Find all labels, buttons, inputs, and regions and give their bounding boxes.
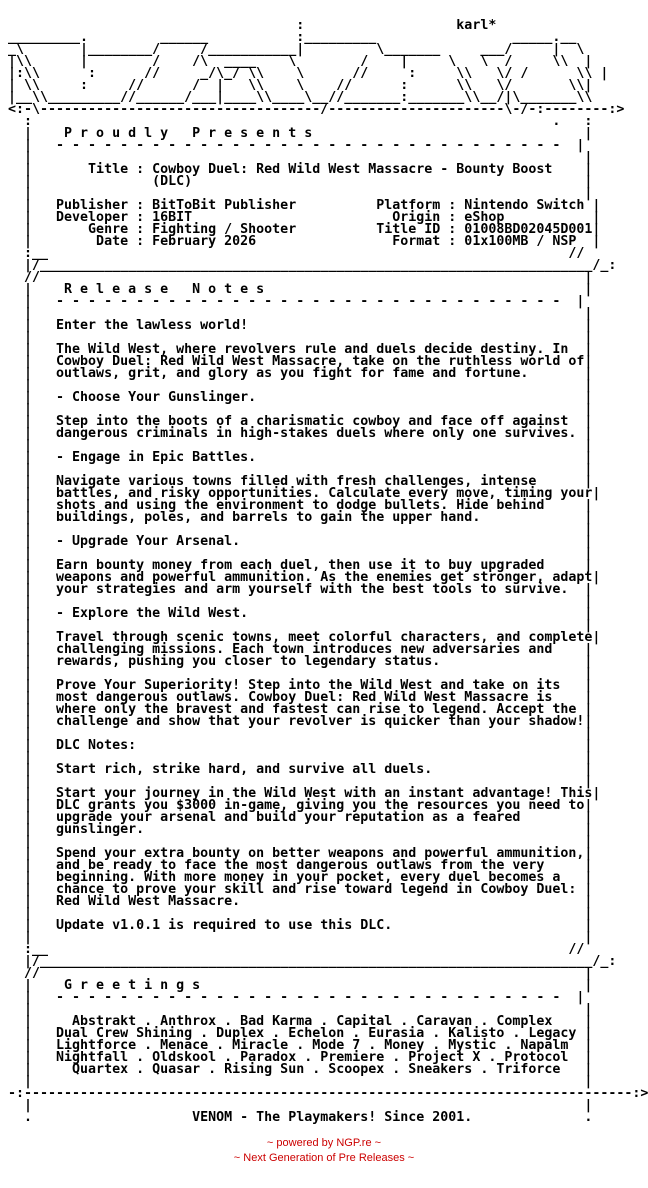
- nfo-line: | Step into the boots of a charismatic cowboy and face off against |: [8, 414, 617, 429]
- nfo-line: | - Explore the Wild West. |: [8, 606, 617, 621]
- nfo-line: | |: [8, 186, 617, 201]
- nfo-line: |/_____________________________________________________________________/_:: [8, 954, 633, 969]
- nfo-line: | Earn bounty money from each duel, then use it to buy upgraded |: [8, 558, 617, 573]
- nfo-line: | Lightforce . Menace . Miracle . Mode 7 . Money . Mystic . Napalm |: [8, 1038, 617, 1053]
- nfo-line: | |: [8, 666, 617, 681]
- nfo-line: : . :: [8, 114, 617, 129]
- nfo-line: | |: [8, 306, 617, 321]
- nfo-line: | buildings, poles, and barrels to gain the upper hand. |: [8, 510, 617, 525]
- nfo-line: : karl*: [8, 18, 593, 33]
- nfo-line: | Developer : 16BIT Origin : eShop |: [8, 210, 617, 225]
- nfo-line: | |: [8, 594, 617, 609]
- nfo-line: | - - - - - - - - - - - - - - - - - - - - - - - - - - - - - - - - |: [8, 294, 609, 309]
- nfo-line: | - Choose Your Gunslinger. |: [8, 390, 617, 405]
- nfo-line: | |: [8, 1002, 617, 1017]
- nfo-line: | Start your journey in the Wild West with an instant advantage! This|: [8, 786, 617, 801]
- nfo-line: | Genre : Fighting / Shooter Title ID : 01008BD02045D001|: [8, 222, 617, 237]
- nfo-line: | Start rich, strike hard, and survive all duels. |: [8, 762, 617, 777]
- nfo-line: | R e l e a s e N o t e s |: [8, 282, 617, 297]
- nfo-line: | |: [8, 1074, 617, 1089]
- nfo-line: | |: [8, 1098, 617, 1113]
- nfo-line: -:----------------------------------------------------------------------------:>: [8, 1086, 648, 1101]
- nfo-line: | G r e e t i n g s |: [8, 978, 617, 993]
- nfo-line: | |: [8, 726, 617, 741]
- nfo-line: |/_____________________________________________________________________/_:: [8, 258, 633, 273]
- nfo-line: |:\\ : // _/\_/ \\ \ // : \\ \/ / \\ |: [8, 66, 609, 81]
- nfo-line: <:-\-----------------------------------/----------------------\-/-:--------:>: [8, 102, 625, 117]
- page-footer: [0, 1136, 648, 1166]
- nfo-line: | |: [8, 330, 617, 345]
- nfo-line: | and be ready to face the most dangerous outlaws from the very |: [8, 858, 617, 873]
- nfo-line: | Publisher : BitToBit Publisher Platform : Nintendo Switch |: [8, 198, 617, 213]
- nfo-line: | |: [8, 834, 617, 849]
- nfo-line: | challenge and show that your revolver is quicker than your shadow!|: [8, 714, 617, 729]
- nfo-line: | |: [8, 774, 617, 789]
- nfo-line: | weapons and powerful ammunition. As the enemies get stronger, adapt|: [8, 570, 617, 585]
- nfo-line: | DLC grants you $3000 in-game, giving you the resources you need to|: [8, 798, 617, 813]
- nfo-line: |__\\_________//______/___|____\\____\__//_______:_______\\__/|\_______\\: [8, 90, 593, 105]
- nfo-line: | |: [8, 906, 617, 921]
- nfo-line: | Date : February 2026 Format : 01x100MB / NSP |: [8, 234, 617, 249]
- nfo-line: | dangerous criminals in high-stakes duels where only one survives. |: [8, 426, 617, 441]
- nfo-line: | - - - - - - - - - - - - - - - - - - - - - - - - - - - - - - - - |: [8, 138, 609, 153]
- nfo-line: | \\ : // / | \\ \ // : \\ \/ \\|: [8, 78, 593, 93]
- nfo-line: :__ //: [8, 942, 609, 957]
- nfo-line: | Nightfall . Oldskool . Paradox . Premiere . Project X . Protocol |: [8, 1050, 617, 1065]
- nfo-text: [8, 20, 648, 1124]
- nfo-line: | The Wild West, where revolvers rule and duels decide destiny. In |: [8, 342, 617, 357]
- nfo-line: | most dangerous outlaws. Cowboy Duel: Red Wild West Massacre is |: [8, 690, 617, 705]
- nfo-line: | |: [8, 546, 617, 561]
- nfo-line: | where only the bravest and fastest can rise to legend. Accept the |: [8, 702, 617, 717]
- nfo-line: | Update v1.0.1 is required to use this DLC. |: [8, 918, 617, 933]
- nfo-line: // |: [8, 270, 617, 285]
- nfo-line: | Enter the lawless world! |: [8, 318, 617, 333]
- nfo-line: | Quartex . Quasar . Rising Sun . Scoopex . Sneakers . Triforce |: [8, 1062, 617, 1077]
- nfo-line: | gunslinger. |: [8, 822, 617, 837]
- nfo-line: | Cowboy Duel: Red Wild West Massacre, take on the ruthless world of|: [8, 354, 617, 369]
- nfo-line: | Spend your extra bounty on better weapons and powerful ammunition,|: [8, 846, 617, 861]
- nfo-line: | your strategies and arm yourself with the best tools to survive. |: [8, 582, 617, 597]
- nfo-line: | |: [8, 750, 617, 765]
- nfo-line: | - Upgrade Your Arsenal. |: [8, 534, 617, 549]
- nfo-line: | challenging missions. Each town introduces new adversaries and |: [8, 642, 617, 657]
- nfo-line: | upgrade your arsenal and build your reputation as a feared |: [8, 810, 617, 825]
- nfo-line: | DLC Notes: |: [8, 738, 617, 753]
- powered-by-text: ~ powered by NGP.re ~: [266, 1137, 382, 1149]
- nfo-line: |\\ | / /\ ____ \ / | \ \ / \\ |: [8, 54, 593, 69]
- nfo-line: | shots and using the environment to dodge bullets. Hide behind |: [8, 498, 617, 513]
- nfo-line: | battles, and risky opportunities. Calculate every move, timing your|: [8, 486, 617, 501]
- nfo-line: | |: [8, 150, 617, 165]
- tagline-text: ~ Next Generation of Pre Releases ~: [233, 1152, 415, 1164]
- nfo-line: | |: [8, 378, 617, 393]
- nfo-line: | rewards, pushing you closer to legendary status. |: [8, 654, 617, 669]
- nfo-line: :__ //: [8, 246, 609, 261]
- nfo-line: | - - - - - - - - - - - - - - - - - - - - - - - - - - - - - - - - |: [8, 990, 609, 1005]
- nfo-line: | |: [8, 618, 617, 633]
- nfo-line: | |: [8, 930, 617, 945]
- nfo-line: _\ |________/ /___________| \_______ ___/ | \: [8, 42, 593, 57]
- nfo-line: | |: [8, 402, 617, 417]
- nfo-line: | - Engage in Epic Battles. |: [8, 450, 617, 465]
- nfo-line: // |: [8, 966, 617, 981]
- nfo-line: | (DLC) |: [8, 174, 617, 189]
- nfo-line: _________. ______ :_________ _____.__: [8, 30, 593, 45]
- nfo-line: . VENOM - The Playmakers! Since 2001. .: [8, 1110, 617, 1125]
- nfo-line: | P r o u d l y P r e s e n t s |: [8, 126, 617, 141]
- nfo-line: | Abstrakt . Anthrox . Bad Karma . Capital . Caravan . Complex |: [8, 1014, 617, 1029]
- nfo-line: | Navigate various towns filled with fresh challenges, intense |: [8, 474, 617, 489]
- nfo-line: | Red Wild West Massacre. |: [8, 894, 617, 909]
- nfo-line: | chance to prove your skill and rise toward legend in Cowboy Duel: |: [8, 882, 617, 897]
- nfo-line: | Title : Cowboy Duel: Red Wild West Massacre - Bounty Boost |: [8, 162, 617, 177]
- nfo-line: | Prove Your Superiority! Step into the Wild West and take on its |: [8, 678, 617, 693]
- nfo-line: | Travel through scenic towns, meet colorful characters, and complete|: [8, 630, 617, 645]
- nfo-line: | outlaws, grit, and glory as you fight for fame and fortune. |: [8, 366, 617, 381]
- nfo-line: | |: [8, 438, 617, 453]
- nfo-line: | beginning. With more money in your pocket, every duel becomes a |: [8, 870, 617, 885]
- nfo-line: | |: [8, 522, 617, 537]
- nfo-line: | |: [8, 462, 617, 477]
- nfo-line: | Dual Crew Shining . Duplex . Echelon . Eurasia . Kalisto . Legacy |: [8, 1026, 617, 1041]
